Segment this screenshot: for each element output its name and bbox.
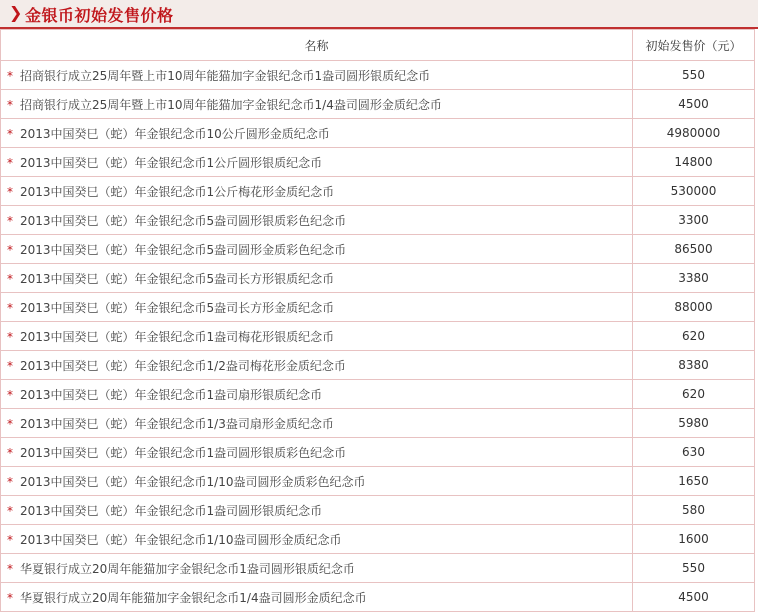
section-title: 金银币初始发售价格: [25, 6, 174, 25]
coin-name: 招商银行成立25周年暨上市10周年能猫加字金银纪念币1盎司圆形银质纪念币: [20, 68, 431, 83]
coin-price: 620: [633, 322, 755, 351]
coin-name-cell: [1, 235, 633, 264]
table-row: [1, 380, 755, 409]
bullet-star-icon: *: [7, 590, 13, 605]
coin-name-cell: [1, 177, 633, 206]
coin-name: 2013中国癸巳（蛇）年金银纪念币1盎司梅花形银质纪念币: [20, 329, 335, 344]
price-table: [0, 29, 755, 612]
table-row: [1, 554, 755, 583]
column-header-name: 名称: [1, 30, 633, 61]
table-row: [1, 409, 755, 438]
coin-price: 5980: [633, 409, 755, 438]
chevron-right-icon: ❯: [9, 3, 23, 22]
coin-name: 华夏银行成立20周年能猫加字金银纪念币1/4盎司圆形金质纪念币: [20, 590, 367, 605]
coin-name: 2013中国癸巳（蛇）年金银纪念币5盎司长方形金质纪念币: [20, 300, 335, 315]
bullet-star-icon: *: [7, 213, 13, 228]
coin-price: 630: [633, 438, 755, 467]
column-header-price: 初始发售价（元）: [633, 30, 755, 61]
coin-name: 招商银行成立25周年暨上市10周年能猫加字金银纪念币1/4盎司圆形金质纪念币: [20, 97, 442, 112]
bullet-star-icon: *: [7, 387, 13, 402]
table-row: [1, 119, 755, 148]
coin-price: 8380: [633, 351, 755, 380]
table-row: [1, 438, 755, 467]
coin-name: 2013中国癸巳（蛇）年金银纪念币1/10盎司圆形金质彩色纪念币: [20, 474, 366, 489]
bullet-star-icon: *: [7, 68, 13, 83]
coin-price: 14800: [633, 148, 755, 177]
coin-price: 620: [633, 380, 755, 409]
bullet-star-icon: *: [7, 242, 13, 257]
section-header: [0, 0, 758, 29]
bullet-star-icon: *: [7, 474, 13, 489]
bullet-star-icon: *: [7, 184, 13, 199]
table-row: [1, 235, 755, 264]
table-row: [1, 322, 755, 351]
bullet-star-icon: *: [7, 97, 13, 112]
coin-price: 4500: [633, 583, 755, 612]
coin-name: 2013中国癸巳（蛇）年金银纪念币5盎司圆形金质彩色纪念币: [20, 242, 347, 257]
table-row: [1, 264, 755, 293]
coin-name-cell: [1, 583, 633, 612]
bullet-star-icon: *: [7, 126, 13, 141]
bullet-star-icon: *: [7, 300, 13, 315]
coin-name-cell: [1, 467, 633, 496]
bullet-star-icon: *: [7, 503, 13, 518]
coin-price: 88000: [633, 293, 755, 322]
coin-name: 2013中国癸巳（蛇）年金银纪念币10公斤圆形金质纪念币: [20, 126, 330, 141]
bullet-star-icon: *: [7, 445, 13, 460]
coin-name-cell: [1, 90, 633, 119]
coin-price: 86500: [633, 235, 755, 264]
coin-price: 550: [633, 554, 755, 583]
coin-name-cell: [1, 293, 633, 322]
coin-name-cell: [1, 438, 633, 467]
table-row: [1, 90, 755, 119]
table-row: [1, 148, 755, 177]
coin-price: 3300: [633, 206, 755, 235]
bullet-star-icon: *: [7, 329, 13, 344]
coin-name: 2013中国癸巳（蛇）年金银纪念币5盎司长方形银质纪念币: [20, 271, 335, 286]
coin-name: 2013中国癸巳（蛇）年金银纪念币1公斤圆形银质纪念币: [20, 155, 323, 170]
bullet-star-icon: *: [7, 271, 13, 286]
coin-name-cell: [1, 264, 633, 293]
coin-price: 1650: [633, 467, 755, 496]
coin-price: 1600: [633, 525, 755, 554]
table-row: [1, 583, 755, 612]
table-row: [1, 467, 755, 496]
coin-name-cell: [1, 351, 633, 380]
coin-name-cell: [1, 554, 633, 583]
table-row: [1, 293, 755, 322]
coin-name: 2013中国癸巳（蛇）年金银纪念币1盎司扇形银质纪念币: [20, 387, 323, 402]
table-row: [1, 525, 755, 554]
coin-name-cell: [1, 380, 633, 409]
bullet-star-icon: *: [7, 358, 13, 373]
table-row: [1, 351, 755, 380]
coin-name-cell: [1, 148, 633, 177]
coin-name: 2013中国癸巳（蛇）年金银纪念币1公斤梅花形金质纪念币: [20, 184, 335, 199]
coin-price: 4500: [633, 90, 755, 119]
coin-price: 3380: [633, 264, 755, 293]
coin-name-cell: [1, 525, 633, 554]
coin-name-cell: [1, 322, 633, 351]
coin-name-cell: [1, 206, 633, 235]
coin-name-cell: [1, 409, 633, 438]
coin-name-cell: [1, 61, 633, 90]
bullet-star-icon: *: [7, 561, 13, 576]
coin-name-cell: [1, 119, 633, 148]
coin-price: 550: [633, 61, 755, 90]
coin-price: 4980000: [633, 119, 755, 148]
coin-name: 2013中国癸巳（蛇）年金银纪念币5盎司圆形银质彩色纪念币: [20, 213, 347, 228]
table-row: [1, 206, 755, 235]
table-row: [1, 496, 755, 525]
bullet-star-icon: *: [7, 532, 13, 547]
coin-price: 530000: [633, 177, 755, 206]
coin-name-cell: [1, 496, 633, 525]
table-row: [1, 61, 755, 90]
table-row: [1, 177, 755, 206]
bullet-star-icon: *: [7, 416, 13, 431]
coin-price: 580: [633, 496, 755, 525]
coin-name: 2013中国癸巳（蛇）年金银纪念币1/3盎司扇形金质纪念币: [20, 416, 334, 431]
coin-name: 华夏银行成立20周年能猫加字金银纪念币1盎司圆形银质纪念币: [20, 561, 355, 576]
coin-name: 2013中国癸巳（蛇）年金银纪念币1/10盎司圆形金质纪念币: [20, 532, 342, 547]
coin-name: 2013中国癸巳（蛇）年金银纪念币1/2盎司梅花形金质纪念币: [20, 358, 346, 373]
table-header-row: [1, 30, 755, 61]
coin-name: 2013中国癸巳（蛇）年金银纪念币1盎司圆形银质纪念币: [20, 503, 323, 518]
coin-name: 2013中国癸巳（蛇）年金银纪念币1盎司圆形银质彩色纪念币: [20, 445, 347, 460]
bullet-star-icon: *: [7, 155, 13, 170]
